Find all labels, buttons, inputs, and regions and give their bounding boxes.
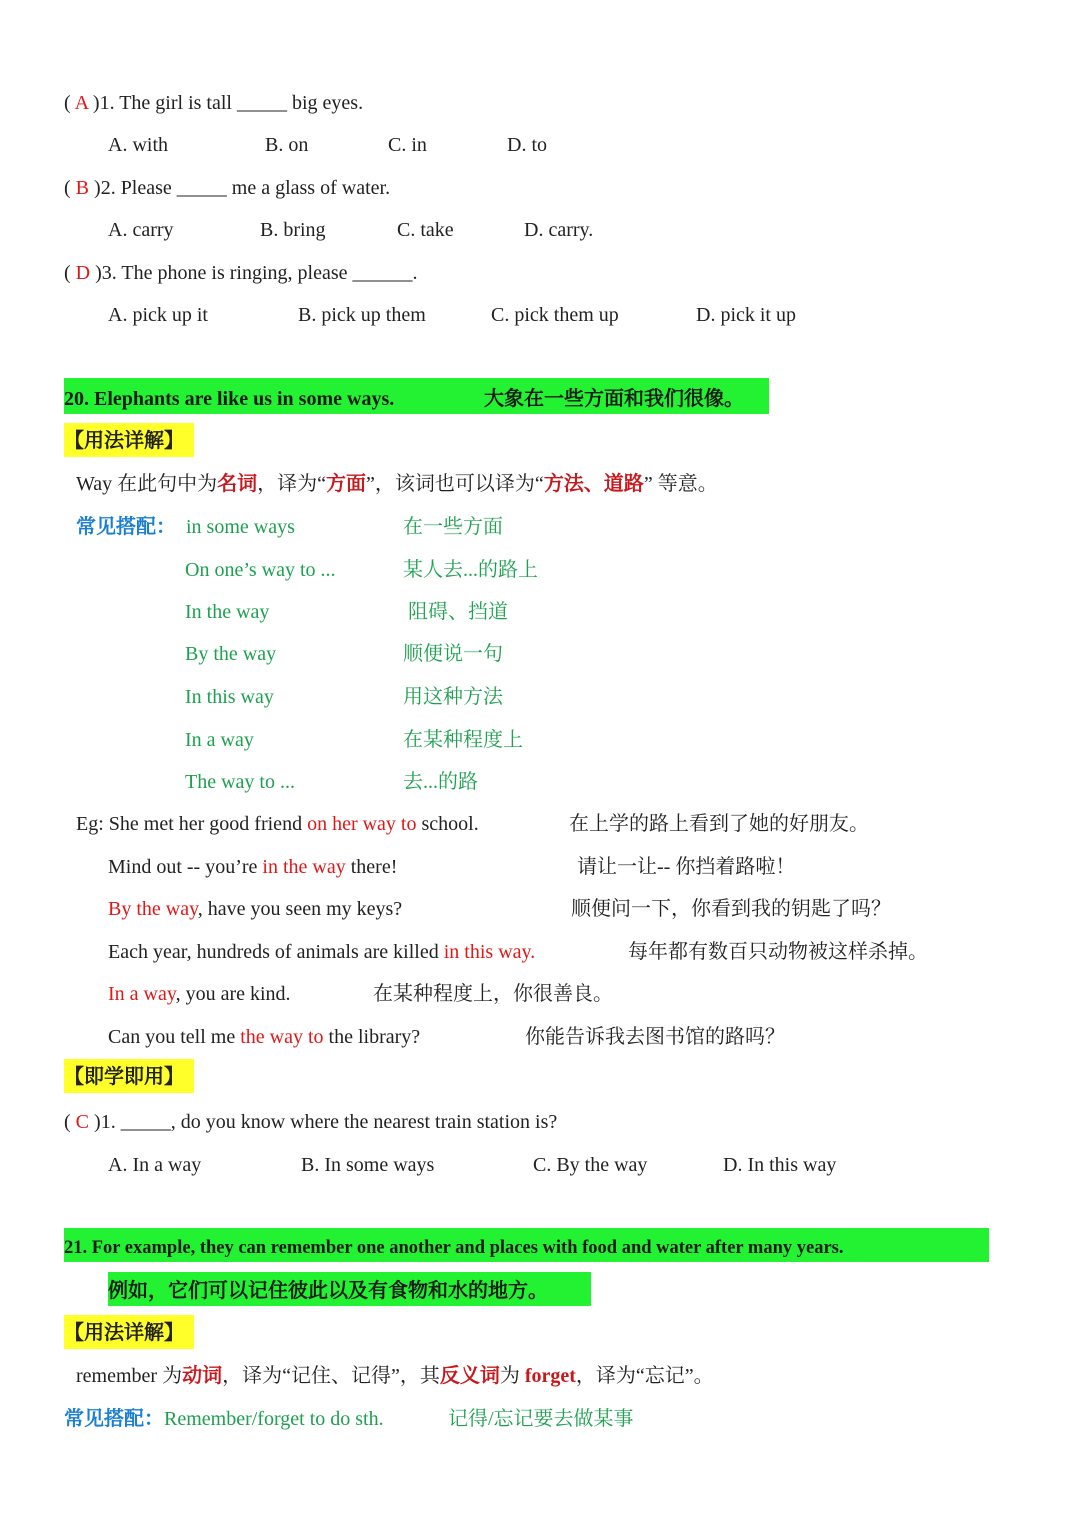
question-number: 3: [101, 262, 112, 284]
option-c: C. take: [397, 219, 454, 241]
option-a: A. pick up it: [108, 304, 208, 326]
collocation-en: Remember/forget to do sth.: [164, 1408, 384, 1430]
example-1-zh: 在上学的路上看到了她的好朋友。: [569, 813, 869, 835]
example-2: Mind out -- you’re in the way there!: [108, 856, 398, 878]
example-5: In a way, you are kind.: [108, 983, 291, 1005]
blank: ______: [352, 262, 413, 284]
collocation-zh: 顺便说一句: [403, 643, 503, 665]
option-d: D. In this way: [723, 1154, 837, 1176]
question-2: ( B )2. Please _____ me a glass of water.: [64, 177, 391, 199]
example-2-zh: 请让一让-- 你挡着路啦！: [577, 856, 796, 878]
blank: _____: [176, 177, 227, 199]
option-d: D. pick it up: [696, 304, 796, 326]
explanation: Way 在此句中为名词，译为“方面”，该词也可以译为“方法、道路” 等意。: [76, 473, 718, 495]
collocation-en: By the way: [185, 643, 277, 665]
option-d: D. to: [507, 134, 547, 156]
section-21-heading-zh: 例如，它们可以记住彼此以及有食物和水的地方。: [108, 1280, 548, 1302]
collocation-zh: 用这种方法: [403, 686, 503, 708]
option-a: A. with: [108, 134, 168, 156]
collocation-label: 常见搭配：: [76, 516, 176, 538]
collocation-zh: 阻碍、挡道: [408, 601, 508, 623]
practice-tag: 【即学即用】: [64, 1066, 184, 1088]
example-6: Can you tell me the way to the library?: [108, 1026, 421, 1048]
collocation-en: in some ways: [186, 516, 295, 538]
option-a: A. carry: [108, 219, 174, 241]
answer-letter: B: [75, 177, 90, 199]
section-21-heading: 21. For example, they can remember one another and places with food and water after many years.: [64, 1238, 844, 1258]
option-c: C. in: [388, 134, 427, 156]
explanation: remember 为动词，译为“记住、记得”，其反义词为 forget，译为“忘记”。: [76, 1365, 714, 1387]
collocation-en: In this way: [185, 686, 274, 708]
collocation-zh: 在某种程度上: [403, 729, 523, 751]
question-number: 2: [100, 177, 111, 199]
usage-tag: 【用法详解】: [64, 430, 184, 452]
option-d: D. carry.: [524, 219, 594, 241]
option-a: A. In a way: [108, 1154, 202, 1176]
example-1: Eg: She met her good friend on her way to school.: [76, 813, 479, 835]
example-5-zh: 在某种程度上，你很善良。: [373, 983, 613, 1005]
collocation-label: 常见搭配：: [64, 1408, 164, 1430]
collocation-en: In a way: [185, 729, 254, 751]
section-20-heading-zh: 大象在一些方面和我们很像。: [484, 388, 744, 410]
example-3: By the way, have you seen my keys?: [108, 898, 403, 920]
answer-letter: A: [74, 92, 88, 114]
option-b: B. pick up them: [298, 304, 426, 326]
collocation-zh: 去...的路: [403, 771, 478, 793]
collocation-en: The way to ...: [185, 771, 295, 793]
example-4-zh: 每年都有数百只动物被这样杀掉。: [628, 941, 928, 963]
answer-letter: D: [75, 262, 91, 284]
section-20-heading: [64, 385, 394, 413]
collocation-row: [64, 1405, 384, 1433]
example-4: Each year, hundreds of animals are killed in this way.: [108, 941, 536, 963]
option-b: B. on: [265, 134, 309, 156]
usage-tag: 【用法详解】: [64, 1322, 184, 1344]
question-number: 1: [100, 1111, 111, 1133]
paren-open: (: [64, 92, 75, 114]
practice-question: ( C )1. _____, do you know where the nearest train station is?: [64, 1111, 558, 1133]
collocation-zh: 记得/忘记要去做某事: [448, 1408, 634, 1430]
question-1: ( A )1. The girl is tall _____ big eyes.: [64, 92, 364, 114]
option-b: B. In some ways: [301, 1154, 435, 1176]
blank: _____: [236, 92, 287, 114]
collocation-en: In the way: [185, 601, 270, 623]
heading-en: 20. Elephants are like us in some ways.: [64, 388, 395, 410]
example-6-zh: 你能告诉我去图书馆的路吗？: [525, 1026, 785, 1048]
collocation-zh: 某人去...的路上: [403, 559, 538, 581]
option-c: C. By the way: [533, 1154, 648, 1176]
collocation-en: On one’s way to ...: [185, 559, 336, 581]
example-3-zh: 顺便问一下，你看到我的钥匙了吗？: [571, 898, 891, 920]
answer-letter: C: [75, 1111, 90, 1133]
question-number: 1: [99, 92, 110, 114]
question-3: ( D )3. The phone is ringing, please ______.: [64, 262, 418, 284]
option-b: B. bring: [260, 219, 326, 241]
blank: _____: [120, 1111, 171, 1133]
collocation-zh: 在一些方面: [403, 516, 503, 538]
option-c: C. pick them up: [491, 304, 619, 326]
